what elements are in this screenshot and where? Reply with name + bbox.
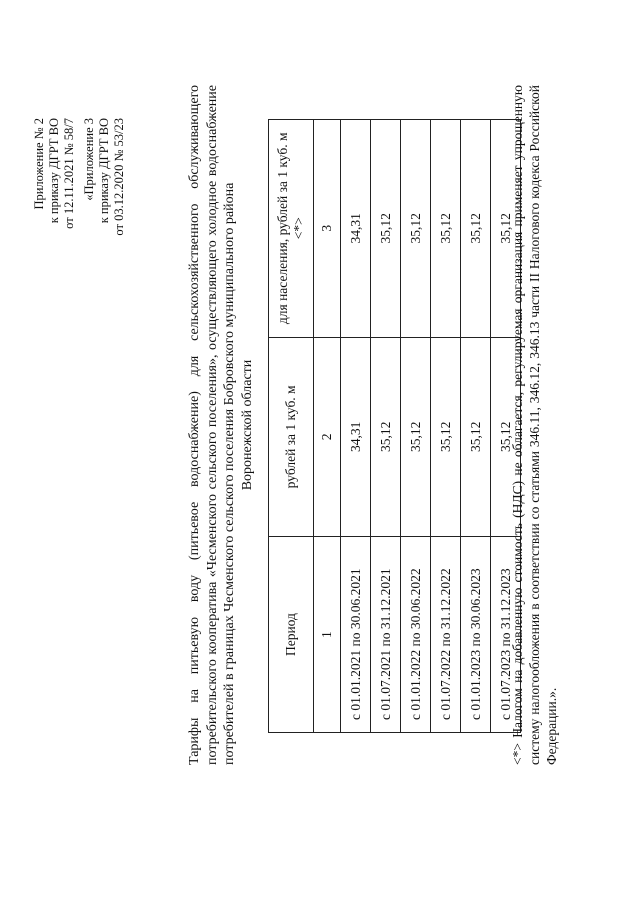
table-row	[461, 120, 491, 733]
population-rate-cell: 35,12	[431, 120, 461, 338]
population-rate-cell: 35,12	[371, 120, 401, 338]
period-cell: с 01.01.2023 по 30.06.2023	[461, 537, 491, 733]
appendix-order: к приказу ДГРТ ВО	[47, 118, 61, 224]
table-row	[431, 120, 461, 733]
period-cell: с 01.01.2021 по 30.06.2021	[341, 537, 371, 733]
period-cell: с 01.07.2021 по 31.12.2021	[371, 537, 401, 733]
table-header-row	[269, 120, 314, 733]
population-rate-cell: 34,31	[341, 120, 371, 338]
rate-cell: 35,12	[431, 337, 461, 537]
rate-cell: 35,12	[461, 337, 491, 537]
table-row	[341, 120, 371, 733]
column-index: 2	[314, 337, 341, 537]
appendix-reference-new	[32, 118, 77, 229]
table-row	[401, 120, 431, 733]
document-title	[186, 85, 256, 765]
column-index-row	[314, 120, 341, 733]
column-header-rate: рублей за 1 куб. м	[269, 337, 314, 537]
column-header-population-rate: для населения, рублей за 1 куб. м <*>	[269, 120, 314, 338]
appendix-reference-old	[82, 118, 127, 236]
rate-cell: 35,12	[401, 337, 431, 537]
population-rate-cell: 35,12	[401, 120, 431, 338]
rate-cell: 34,31	[341, 337, 371, 537]
appendix-number: «Приложение 3	[82, 118, 96, 201]
rate-cell: 35,12	[491, 337, 521, 537]
appendix-order: к приказу ДГРТ ВО	[97, 118, 111, 224]
footnote: <*> Налогом на добавленную стоимость (НДС) не облагается, регулируемая организация применяет упрощенную систему налогообложения в соответствии со статьями 346.11, 346.12, 346.13 части II Налогового кодекса Российской Федерации.».	[510, 85, 559, 765]
column-index: 1	[314, 537, 341, 733]
title-text: Тарифы на питьевую воду (питьевое водоснабжение) для сельскохозяйственного обслуживающего потребительского кооператива «Чесменского сельского поселения», осуществляющего холодное водоснабжение потребителей в границах Чесменского сельского поселения Бобровского муниципального района	[187, 85, 237, 765]
period-cell: с 01.07.2022 по 31.12.2022	[431, 537, 461, 733]
appendix-date: от 03.12.2020 № 53/23	[112, 118, 126, 236]
period-cell: с 01.07.2023 по 31.12.2023	[491, 537, 521, 733]
appendix-number: Приложение № 2	[32, 118, 46, 210]
table-row	[371, 120, 401, 733]
column-header-period: Период	[269, 537, 314, 733]
period-cell: с 01.01.2022 по 30.06.2022	[401, 537, 431, 733]
title-region: Воронежской области	[239, 359, 255, 491]
population-rate-cell: 35,12	[461, 120, 491, 338]
population-rate-cell: 35,12	[491, 120, 521, 338]
column-index: 3	[314, 120, 341, 338]
appendix-date: от 12.11.2021 № 58/7	[62, 118, 76, 229]
rate-cell: 35,12	[371, 337, 401, 537]
tariff-table	[268, 119, 521, 733]
